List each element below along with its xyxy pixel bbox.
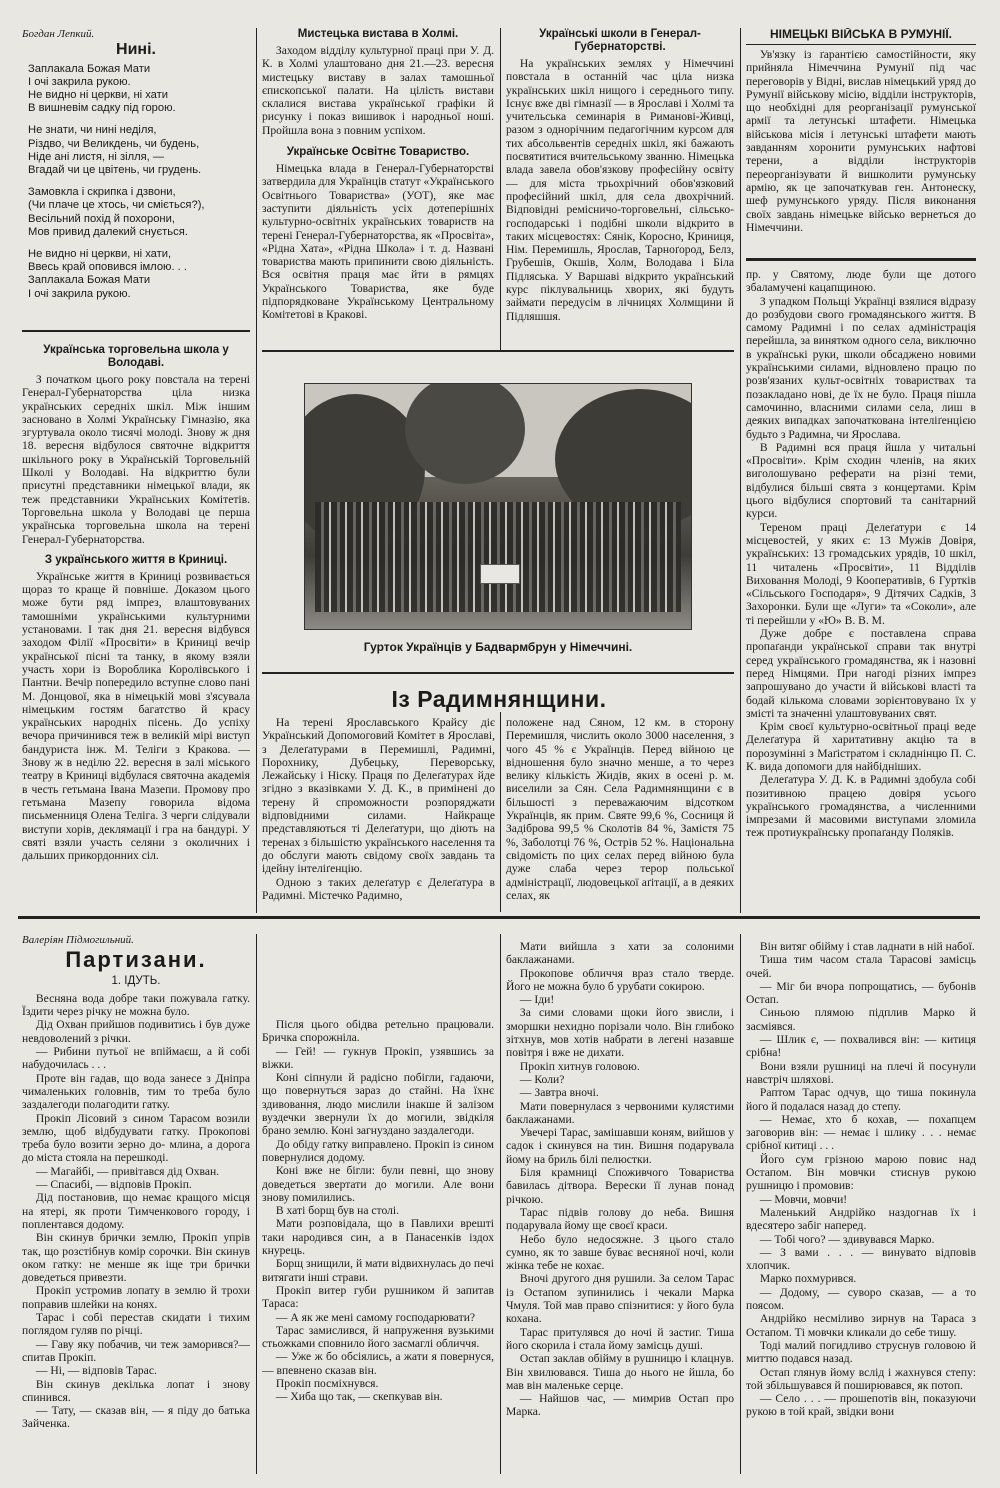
trade-school-title: Українська торговельна школа у Володаві.	[43, 344, 229, 369]
story-paragraph: Тиша тим часом стала Тарасові замісць очей.	[746, 953, 976, 980]
radymno-text-3c: В Радимні вся праця йшла у читальні «Просвіти». Крім сходин членів, на яких виголошувано реферати на різні теми, відбулися більші свята з концертами. Крім цього відбулися спортовий та санітарний курси.	[746, 440, 976, 521]
column-divider	[256, 28, 257, 913]
photo-caption: Гурток Українців у Бадвармбрун у Німеччині.	[363, 640, 633, 654]
photo-sign	[480, 564, 520, 584]
story-paragraph: — Найшов час, — мимрив Остап про Марка.	[506, 1392, 734, 1419]
column-divider	[500, 934, 501, 1474]
poem-line: Мов привид далекий снується.	[28, 225, 188, 238]
poem-line: Вгадай чи це цвітень, чи грудень.	[28, 164, 202, 177]
poem-stanza	[28, 186, 250, 239]
column-divider	[500, 712, 501, 912]
krynytsia-text: Українське життя в Криниці розвивається щораз то краще й повніше. Доказом цього може бути ряд імпрез, влаштовуваних тамошніми українськими культурними установами. І так дня 21. вересня відбувся заходом Філії «Просвіти» в Криниці вечір української пісні та танку, в якому взяли участь хори із Вороблика Королівського і Пантни. Вечір попередило вступне слово пані М. Донцової, яка в німецькій мові з'ясувала німецьким гостям багатство й красу українських народніх пісень. До успіху вечора причинився теж в великій мірі виступ бандуриста інж. М. Теліги з Кракова. — Знову ж в неділю 22. вересня в залі міського театру в Криниці відбулася святочна академія в честь гетьмана Івана Мазепи. Промову про гетьмана Мазепу говорила відома письменниця Олена Теліга. З черги слідували виступи хорів, деклямації і гра на бандурі. У святі взяли участь селяни з околичних і дальших прикордонних сіл.	[22, 569, 250, 863]
story-paragraph: — Коли?	[519, 1072, 565, 1086]
partisans-col-1	[22, 934, 250, 1474]
story-paragraph: — Спасибі, — відповів Прокіп.	[35, 1178, 192, 1192]
radymno-text-3e: Дуже добре є поставлена справа пропаґанди української справи так внутрі серед українського громадянства, як і назовні перед Німцями. При нагоді різних імпрез запрошувано до участи й військові власті та бодай кількома словами зорієнтовувано їх у змісті та значенні улаштовуваних свят.	[746, 627, 976, 720]
radymno-text-3f: Крім своєї культурно-освітньої праці веде Делеґатура й харитативну акцію та в порозумінні з Маґістратом і складнінцю П. С. К. вида допомоги для найбідніших.	[746, 720, 976, 773]
story-paragraph: Мати вийшла з хати за солоними баклажанами.	[506, 940, 734, 967]
partisans-text-3	[506, 940, 734, 1419]
poem-stanza	[28, 63, 250, 116]
story-paragraph: — Завтра вночі.	[519, 1086, 599, 1100]
story-paragraph: Дід постановив, що немає кращого місця на ятері, як проти Тимченкового городу, і поплентався додому.	[22, 1191, 250, 1231]
poem-block	[22, 28, 250, 328]
poem-line: І очі закрила рукою.	[28, 287, 131, 300]
divider	[262, 672, 734, 674]
column-divider	[740, 934, 741, 1474]
column-divider	[740, 28, 741, 913]
story-paragraph: Проте він гадав, що вода занесе з Дніпра чималеньких головнів, тим то треба було заздалегоди полагодити гатку.	[22, 1071, 250, 1112]
partisans-title: Партизани.	[65, 947, 207, 973]
radymno-text-3g: Делеґатура У. Д. К. в Радимні здобула собі позитивною працею довіря усього українського громадянства, а численними імпрезами й масовими виступами зломила теж протиукраїнську пропаґанду Поляків.	[746, 773, 976, 840]
story-paragraph: За сими словами щоки його звисли, і зморшки нехидно порізали чоло. Він глибоко зітхнув, мов хотів набрати в легені назавше повітря і вже не дихати.	[506, 1006, 734, 1060]
radymno-title: Із Радимнянщини.	[391, 686, 607, 712]
divider	[262, 350, 734, 352]
poem-line: Ввесь край оповився імлою. . .	[28, 261, 187, 274]
story-paragraph: Прокіп устромив лопату в землю й трохи поправив шлейки на конях.	[22, 1284, 250, 1311]
story-paragraph: Біля крамниці Споживчого Товариства бавилась дітвора. Верески її лунав понад річкою.	[506, 1166, 734, 1206]
story-paragraph: До обіду гатку виправлено. Прокіп із сином повернулися додому.	[262, 1137, 494, 1164]
partisans-chapter: 1. ІДУТЬ.	[111, 974, 161, 987]
partisans-col-3	[506, 940, 734, 1474]
story-paragraph: Прокіп хитнув головою.	[519, 1059, 640, 1073]
poem-line: Різдво, чи Великдень, чи будень,	[28, 137, 200, 150]
story-paragraph: Мати повернулася з червоними кулястими баклажанами.	[506, 1099, 734, 1126]
story-paragraph: Остап глянув йому вслід і жахнувся степу: той збільшувався й поширювався, як потоп.	[746, 1365, 976, 1392]
divider	[746, 258, 976, 261]
poem-stanza	[28, 248, 250, 301]
story-paragraph: — Ні, — відповів Тарас.	[35, 1364, 157, 1378]
art-show-title: Мистецька виставa в Холмі.	[297, 28, 459, 40]
story-paragraph: — Хиба що так, — скепкував він.	[275, 1390, 443, 1404]
poem-line: Весільний похід й похорони,	[28, 212, 175, 225]
story-paragraph: — Гаву яку побачив, чи теж заморився?— спитав Прокіп.	[22, 1337, 250, 1364]
poem-line: Не знати, чи нині неділя,	[28, 124, 157, 137]
poem-author: Богдан Лепкий.	[22, 28, 95, 40]
poem-line: Замовкла і скрипка і дзвони,	[28, 186, 176, 199]
story-paragraph: — Гей! — гукнув Прокіп, узявшись за віжки.	[262, 1044, 494, 1071]
story-paragraph: — Магайбі, — привітався дід Охван.	[35, 1164, 220, 1178]
art-show-text: Заходом відділу культурної праці при У. Д. К. в Холмі улаштовано дня 21.—23. вересня мистецьку виставу в залах тамошньої єпископської палати. На цілість вистави склалися вистава української графіки й рисунку і показ вишивок і народньої ноші. Пройшла вона з повним успіхом.	[262, 44, 494, 137]
partisans-text-4	[746, 940, 976, 1419]
poem-line: Не видно ні церкви, ні хати	[28, 89, 169, 101]
romania-text: Ув'язку із ґарантією самостійности, яку прийняла Німеччина Румунії під час переговорів у Відні, вислав німецький уряд до Румунії військову місію, відділи інструкторів, що необхідні для реорганізації румунської армії та летунські штафети. Німецька військова місія і летунські штафети мають завданням хоронити румунських нафтові терени, а відділи інструкторів переорганізувати й вишколити румунську армію, як це започаткував ген. Антонеску, шеф румунського уряду. Після виконання своїх завдань німецьке військо вернеться до Німеччини.	[746, 48, 976, 234]
radymno-text-1: На терені Ярославського Крайсу діє Український Допомоговий Комітет в Ярославі, з Делеґатурами в Перемишлі, Радимні, Порохнику, Дубецьку, Переворську, Лежайську і Ніску. Праця по Делеґатурах йде згідно з вказівками У. Д. К., в примінені до терену й спроможности розпоряджати відповідними силами. Найкраще представляються ті Делеґатури, що діють на теренах з більшістю українського населення та до обслуги мають свідому своїх завдань та ідейну інтеліґенцію.	[262, 716, 495, 876]
radymno-text-3b: З упадком Польщі Українці взялися відразу до розбудови свого громадянського життя. В самому Радимні і по селах адміністрація перейшла, за винятком одного села, виключно в українські руки, школи обсаджено новими українськими силами, відновлено працю по розв'язаних культ-освітніх товариствах та позакладано нові, де їх не було. Праця пішла самочинно, власними силами села, лиш в деяких випадках започаткована інтеліґенцією будьто з Радимна, чи Ярослава.	[746, 294, 976, 441]
story-paragraph: Коні вже не бігли: були певні, що знову доведеться звертати до могили. Але вони знову помилились.	[262, 1164, 494, 1204]
radymno-col-2	[506, 716, 734, 911]
story-paragraph: — А як же мені самому господарювати?	[275, 1310, 476, 1324]
story-paragraph: Вони взяли рушниці на плечі й посунули навстріч шляхові.	[746, 1059, 976, 1086]
story-paragraph: Борщ знищили, й мати відвихнулась до печі витягати інші страви.	[262, 1257, 494, 1284]
story-paragraph: — Додому, — суворо сказав, — а то поясом.	[746, 1285, 976, 1313]
story-paragraph: — Уже ж бо обсіялись, а жати я повернуся, — впевнено сказав він.	[262, 1350, 494, 1377]
krynytsia-title: З українського життя в Криниці.	[44, 553, 228, 566]
story-paragraph: — Тобі чого? — здивувався Марко.	[759, 1232, 935, 1246]
story-paragraph: Маленький Андрійко наздогнав їх і вдесятеро забіг наперед.	[746, 1205, 976, 1233]
poem-line: Заплакала Божая Мати	[28, 62, 151, 75]
story-paragraph: Весняна вода добре таки пожувала гатку. Їздити через річку не можна було.	[22, 991, 250, 1019]
schools-title: Українські школи в Генерал-Губернаторстві.	[539, 28, 701, 53]
story-paragraph: Увечері Тарас, замішавши коням, вийшов у садок і скинувся на тин. Вишня подарувала йому на бриль білі пелюстки.	[506, 1126, 734, 1166]
story-paragraph: — Іди!	[519, 993, 555, 1007]
story-paragraph: — Міг би вчора попрощатись, — бубонів Остап.	[746, 979, 976, 1007]
poem-stanzas	[22, 63, 250, 301]
story-paragraph: Прокіп Лісовий з сином Тарасом возили землю, щоб відбудувати гатку. Прокопові треба було возити зерно до- млина, а дорога до міста стояла на перешкоді.	[22, 1111, 250, 1165]
poem-line: В вишневім садку під горою.	[28, 102, 176, 115]
column-divider	[256, 934, 257, 1474]
partisans-author: Валеріян Підмогильний.	[22, 934, 134, 946]
column-1-news	[22, 340, 250, 910]
poem-line: Ніде ані листя, ні зілля, —	[28, 150, 165, 163]
divider	[18, 916, 980, 919]
story-paragraph: — Село . . . — прошепотів він, показуючи рукою в той край, звідки вони	[746, 1392, 976, 1419]
romania-title: НІМЕЦЬКІ ВІЙСЬКА В РУМУНІЇ.	[769, 28, 953, 41]
education-society-text: Німецька влада в Генерал-Губернаторстві затвердила для Українців статут «Українського Освітнього Товариства» (УОТ), яке має заступити діяльність усіх дотеперішніх культурно-освітніх українських товариств на терені Генерал-Губернаторства, як «Просвіта», «Рідна Хата», «Рідна Школа» і т. д. Названі товариства мають припинити свою діяльність. Вся освітня праця має йти в рямцях Українського Товариства, яке буде підпорядковане Українському Центральному Комітетові в Кракові.	[262, 162, 494, 322]
education-society-title: Українське Освітнє Товариство.	[286, 146, 470, 159]
poem-title: Нині.	[116, 41, 156, 59]
partisans-col-4	[746, 940, 976, 1474]
story-paragraph: Коні сіпнули й радісно побігли, гадаючи, що повернуться зараз до стайні. На їхнє здивовання, людо мислили інакше й залізом вуздечки звернули їх до могили, звідкіля брано землю. Коні загнуздано заздалегоди.	[262, 1071, 494, 1138]
column-2-news	[262, 28, 494, 346]
divider	[746, 44, 976, 45]
story-paragraph: Мати розповідала, що в Павлихи врешті таки народився син, а в Панасенків іздох кнурець.	[262, 1217, 494, 1258]
story-paragraph: — Тату, — сказав він, — я піду до батька Зайченка.	[22, 1404, 250, 1431]
divider	[22, 330, 250, 332]
story-paragraph: В хаті борщ був на столі.	[275, 1204, 400, 1218]
story-paragraph: Він скинув декілька лопат і знову спинився.	[22, 1377, 250, 1404]
story-paragraph: Прокіп посміхнувся.	[275, 1377, 379, 1391]
story-paragraph: Небо було недосяжне. З цього стало сумно, як то завше буває весняної ночі, коли жінка тебе не кохає.	[506, 1232, 734, 1273]
story-paragraph: Він скинув брички землю, Прокіп упрів так, що розстібнув комір сорочки. Він скинув оком гатку: не менше як іще три брички доведеться привезти.	[22, 1231, 250, 1285]
radymno-col-1	[262, 716, 495, 911]
story-paragraph: Він витяг обійму і став ладнати в ній набої.	[759, 940, 975, 953]
story-paragraph: Раптом Тарас одчув, що тиша покинула його й подалася назад до степу.	[746, 1086, 976, 1113]
story-paragraph: Прокіп витер губи рушником й запитав Тараса:	[262, 1283, 494, 1311]
poem-line: (Чи плаче це хтось, чи сміється?),	[28, 199, 205, 212]
story-paragraph: Остап заклав обійму в рушницю і клацнув. Він хвилювався. Тиша до нього не йшла, бо мав він маленьке серце.	[506, 1352, 734, 1392]
story-paragraph: Андрійко несміливо зирнув на Тараса з Остапом. Ті мовчки кликали до себе тишу.	[746, 1312, 976, 1339]
radymno-text-2: положене над Сяном, 12 км. в сторону Перемишля, числить около 3000 населення, з чого 45 % є Українців. Перед війною це відношення було значно менше, а то через велику кількість Жидів, яких в осені р. м. виселили за Сян. Села Радимнянщини є в більшості з переважаючим відсотком Українців, як прим. Святе 99,6 %, Сосниця й Задіброва 99,5 % Сколотів 84 %, Замістя 75 %, Заболотці 76 %, Острів 52 %. Національна свідомість по цих селах перед війною була дуже слаба через терор польської адміністрації, людовецької аґітації, а в деяких селах, як	[506, 716, 734, 902]
story-paragraph: — Рибини путьої не впіймаєш, а й собі набудочилась . . .	[22, 1045, 250, 1072]
story-paragraph: Тарас замислився, й напруження вузькими стьожками сповнило його засмаглі обличчя.	[262, 1323, 494, 1351]
partisans-text-2	[262, 1018, 494, 1404]
story-paragraph: Його сум грізною марою повис над Остапом. Він мовчки стиснув рукою рушницю і промовив:	[746, 1152, 976, 1193]
trade-school-text: З початком цього року повстала на терені Генерал-Губернаторства ціла низка українських середніх шкіл. Між іншим засновано в Холмі Українську Гімназію, яка згуртувала около тисячі молоді. Знову ж дня 18. вересня відбулося святочне відкриття шкільного року в Українській Торговельній Школі у Володаві. На відкриттю були присутні представники німецької влади, як теж представники Українських Комітетів. Торговельна школа у Володаві це перша українська торговельна школа на терені Генерал-Губернаторства.	[22, 373, 250, 546]
column-divider	[500, 28, 501, 350]
column-3-news	[506, 28, 734, 346]
poem-stanza	[28, 124, 250, 177]
story-paragraph: Тоді малий погидливо струснув головою й миттю подався назад.	[746, 1338, 976, 1366]
story-paragraph: Вночі другого дня рушили. За селом Тарас із Остапом зупинились і чекали Марка Чмуля. Той мав право спізнитися: у його була кохана.	[506, 1272, 734, 1326]
partisans-col-2	[262, 1018, 494, 1474]
story-paragraph: Синьою плямою підплив Марко й засміявся.	[746, 1006, 976, 1033]
story-paragraph: — Немає, хто б кохав, — похапцем заговорив він: — немає і шлику . . . немає срібної китиці . . .	[746, 1112, 976, 1153]
radymno-text-3d: Тереном праці Делеґатури є 14 місцевостей, у яких є: 13 Мужів Довіря, українських: 13 громадських урядів, 10 шкіл, 11 читалень «Просвіти», 11 Відділів Виховання Молоді, 9 Кооперативів, 6 Гуртків «Сільського Господаря», 9 Дітячих Садків, 3 Захоронки. Були ще «Луги» та «Соколи», але ті перейшли у «Ю» В. В. М.	[746, 520, 976, 627]
group-photo	[304, 383, 692, 630]
story-paragraph: Прокопове обличчя враз стало тверде. Його не можна було б урубати сокирою.	[506, 966, 734, 993]
romania-article	[746, 28, 976, 256]
poem-line: Заплакала Божая Мати	[28, 274, 151, 287]
radymno-text-1b: Одною з таких делеґатур є Делеґатура в Радимні. Містечко Радимно,	[262, 875, 495, 902]
poem-line: І очі закрила рукою.	[28, 75, 131, 88]
partisans-text-1	[22, 992, 250, 1431]
story-paragraph: — Мовчи, мовчи!	[759, 1192, 848, 1206]
story-paragraph: — Шлик є, — похвалився він: — китиця срібна!	[746, 1033, 976, 1060]
radymno-text-3: пр. у Святому, люде були ще дотого збаламучені кацапщиною.	[746, 268, 976, 295]
poem-line: Не видно ні церкви, ні хати,	[28, 248, 172, 261]
story-paragraph: Тарас і собі перестав скидати і тихим поглядом гуляв по річці.	[22, 1311, 250, 1338]
story-paragraph: Дід Охван прийшов подивитись і був дуже невдоволений з річки.	[22, 1018, 250, 1045]
story-paragraph: Тарас притулявся до ночі й застиг. Тиша його скорила і стала йому замісць душі.	[506, 1325, 734, 1352]
story-paragraph: Марко похмурився.	[759, 1272, 857, 1286]
story-paragraph: Тарас підвів голову до неба. Вишня подарувала йому ще своєї краси.	[506, 1205, 734, 1233]
radymno-col-3	[746, 268, 976, 911]
story-paragraph: Після цього обідва ретельно працювали. Бричка спорожніла.	[262, 1018, 494, 1045]
schools-text: На українських землях у Німеччині повстала в останній час ціла низка українських шкіл нищого і середнього типу. Існує вже дві гімназії — в Ярославі і Холмі та учительська семинарія в Риманові-Живці, разом з однорічним педагогічним курсом для тих абсольвентів середніх шкіл, які бажають посвятитися вчительському званню. Німецька влада завела обов'язкову професійну освіту — для міста трьохрічний обов'язковий професійний шкіл, для села двохрічний. Відповідні ремісничо-торговельні, сільсько-господарські і подібні школи відкрито в таких місцевостях: Сянік, Коросно, Криниця, Нім. Перемишль, Ярослав, Тарноґород, Белз, Грубешів, Окшів, Холм, Володава і Біла Підляська. У Варшаві відкрито український курс піклувальниць хворих, які будуть займати передусім в лічницях Холмщини й Підляшшя.	[506, 57, 734, 323]
story-paragraph: — З вами . . . — винувато відповів хлопчик.	[746, 1245, 976, 1273]
